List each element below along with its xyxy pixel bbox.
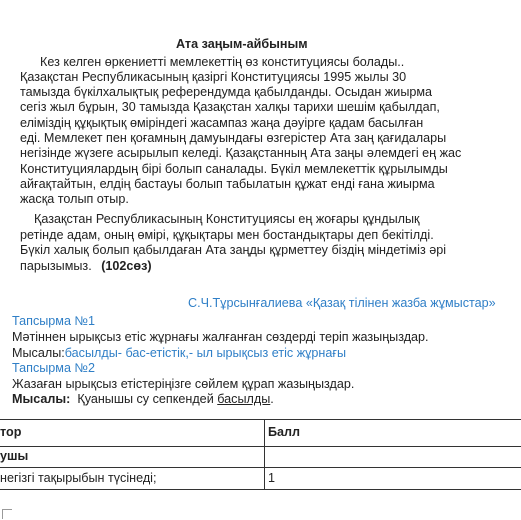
task-instruction: Жазаған ырықсыз етістеріңізге сөйлем құрап жазыңыздар. (12, 377, 355, 391)
example-label: Мысалы: (12, 346, 65, 360)
task-heading: Тапсырма №1 (12, 314, 95, 328)
paragraph-line: негізінде жүзеге асырылып келеді. Қазақстанның Ата заңы әлемдегі ең жас (20, 146, 462, 160)
table-header: Балл (268, 425, 301, 439)
example-text-underlined: басылды (217, 392, 271, 406)
corner-mark (2, 509, 12, 519)
paragraph-end (20, 259, 152, 274)
table-cell: негізгі тақырыбын түсінеді; (0, 471, 157, 485)
paragraph-line: Қазақстан Республикасының қазіргі Конституциясы 1995 жылы 30 (20, 70, 407, 84)
example-text: Қуанышы су сепкендей (70, 392, 218, 406)
paragraph-line: Қазақстан Республикасының Конституциясы ең жоғары құндылық (34, 212, 420, 226)
table-cell: ушы (0, 449, 29, 463)
paragraph-line: Кез келген өркениетті мемлекеттің өз конституциясы болады.. (40, 55, 405, 69)
word-count: (102сөз) (101, 259, 152, 273)
paragraph-line: айғақтайтын, елдің бастауы болып табылатын құжат енді ғана жиырма (20, 177, 435, 191)
paragraph-line: жасқа толып отыр. (20, 192, 129, 206)
paragraph-line: сегіз жыл бұрын, 30 тамызда Қазақстан халқы тарихи шешім қабылдап, (20, 100, 440, 114)
table-column-divider (264, 419, 265, 489)
task-example (12, 346, 346, 361)
task-heading: Тапсырма №2 (12, 361, 95, 375)
paragraph-line: парызымыз. (20, 259, 92, 273)
example-text-end: . (270, 392, 274, 406)
paragraph-line: Бүкіл халық болып қабылдаған Ата заңды құрметтеу біздің міндетіміз әрі (20, 243, 447, 257)
table-border (0, 419, 521, 420)
table-border (0, 489, 521, 490)
document-title: Ата заңым-айбыным (176, 37, 308, 51)
paragraph-line: тамызда бүкілхалықтық референдумда қабылданды. Осыдан жиырма (20, 85, 433, 99)
table-cell: 1 (268, 471, 276, 485)
example-text: басылды- бас-етістік,- ыл ырықсыз етіс жұрнағы (64, 346, 347, 360)
task-instruction: Мәтіннен ырықсыз етіс жұрнағы жалғанған сөздерді теріп жазыңыздар. (12, 330, 429, 344)
author-line: С.Ч.Тұрсынғалиева «Қазақ тілінен жазба жұмыстар» (188, 296, 496, 310)
paragraph-line: еді. Мемлекет пен қоғамның дамуындағы өзгерістер Ата заң қағидалары (20, 131, 447, 145)
example-label: Мысалы: (12, 392, 71, 406)
paragraph-line: еліміздің құқықтық өміріндегі жасампаз жаңа дәуірге қадам басылған (20, 116, 424, 130)
paragraph-line: Конституциялардың бірі болып саналады. Бүкіл мемлекеттік құрылымды (20, 162, 448, 176)
table-border (0, 446, 521, 447)
table-header: тор (0, 425, 22, 439)
paragraph-line: ретінде адам, оның өмірі, құқықтары мен бостандықтары деп бекітілді. (20, 228, 434, 242)
task-example (12, 392, 274, 407)
table-border (0, 467, 521, 468)
